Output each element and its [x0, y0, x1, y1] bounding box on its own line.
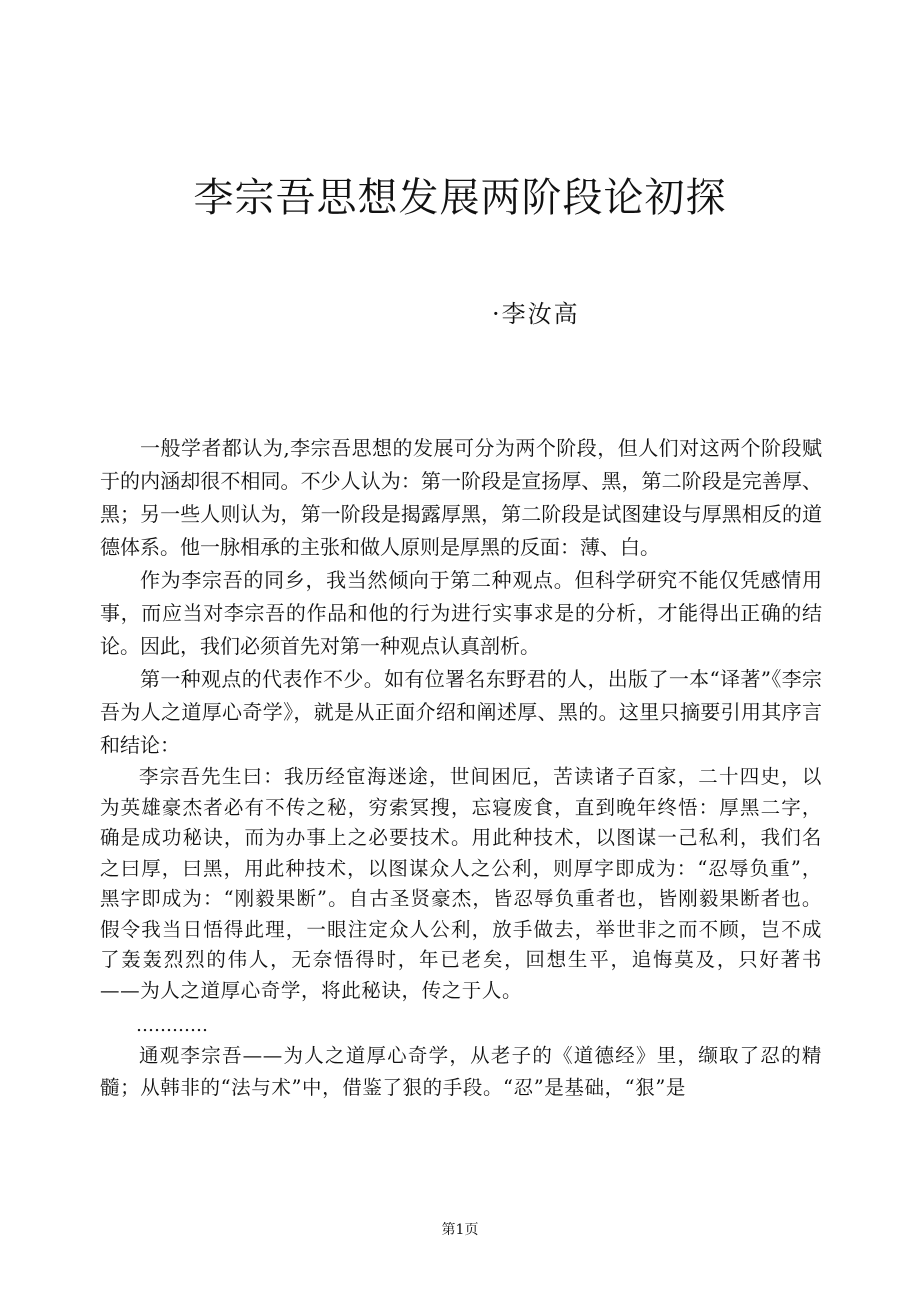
- paragraph-1: 一般学者都认为,李宗吾思想的发展可分为两个阶段，但人们对这两个阶段赋于的内涵却很不相同。不少人认为：第一阶段是宣扬厚、黑，第二阶段是完善厚、黑；另一些人则认为，第一阶段是揭露厚黑，第二阶段是试图建设与厚黑相反的道德体系。他一脉相承的主张和做人原则是厚黑的反面：薄、白。: [100, 436, 822, 559]
- block-quote: 李宗吾先生曰：我历经宦海迷途，世间困厄，苦读诸子百家，二十四史，以为英雄豪杰者必有不传之秘，穷索冥搜，忘寝废食，直到晚年终悟：厚黑二字，确是成功秘诀，而为办事上之必要技术。用此种技术，以图谋一己私利，我们名之曰厚，曰黑，用此种技术，以图谋众人之公利，则厚字即成为：“忍辱负重”，黑字即成为：“刚毅果断”。自古圣贤豪杰，皆忍辱负重者也，皆刚毅果断者也。假令我当日悟得此理，一眼注定众人公利，放手做去，举世非之而不顾，岂不成了轰轰烈烈的伟人，无奈悟得时，年已老矣，回想生平，追悔莫及，只好著书——为人之道厚心奇学，将此秘诀，传之于人。: [100, 765, 822, 1002]
- closing-paragraph: 通观李宗吾——为人之道厚心奇学，从老子的《道德经》里，缬取了忍的精髓；从韩非的“法与术”中，借鉴了狠的手段。“忍”是基础，“狠”是: [100, 1044, 822, 1099]
- paragraph-2: 作为李宗吾的同乡，我当然倾向于第二种观点。但科学研究不能仅凭感情用事，而应当对李宗吾的作品和他的行为进行实事求是的分析，才能得出正确的结论。因此，我们必须首先对第一种观点认真剖析。: [100, 568, 822, 658]
- document-title: 李宗吾思想发展两阶段论初探: [193, 175, 727, 221]
- ellipsis-separator: …………: [136, 1015, 208, 1036]
- page-number: 第1页: [441, 1222, 479, 1238]
- paragraph-3: 第一种观点的代表作不少。如有位署名东野君的人，出版了一本“译著”《李宗吾为人之道厚心奇学》，就是从正面介绍和阐述厚、黑的。这里只摘要引用其序言和结论：: [100, 667, 822, 757]
- author-name: ·李汝高: [492, 300, 580, 328]
- document-body: [100, 432, 822, 1104]
